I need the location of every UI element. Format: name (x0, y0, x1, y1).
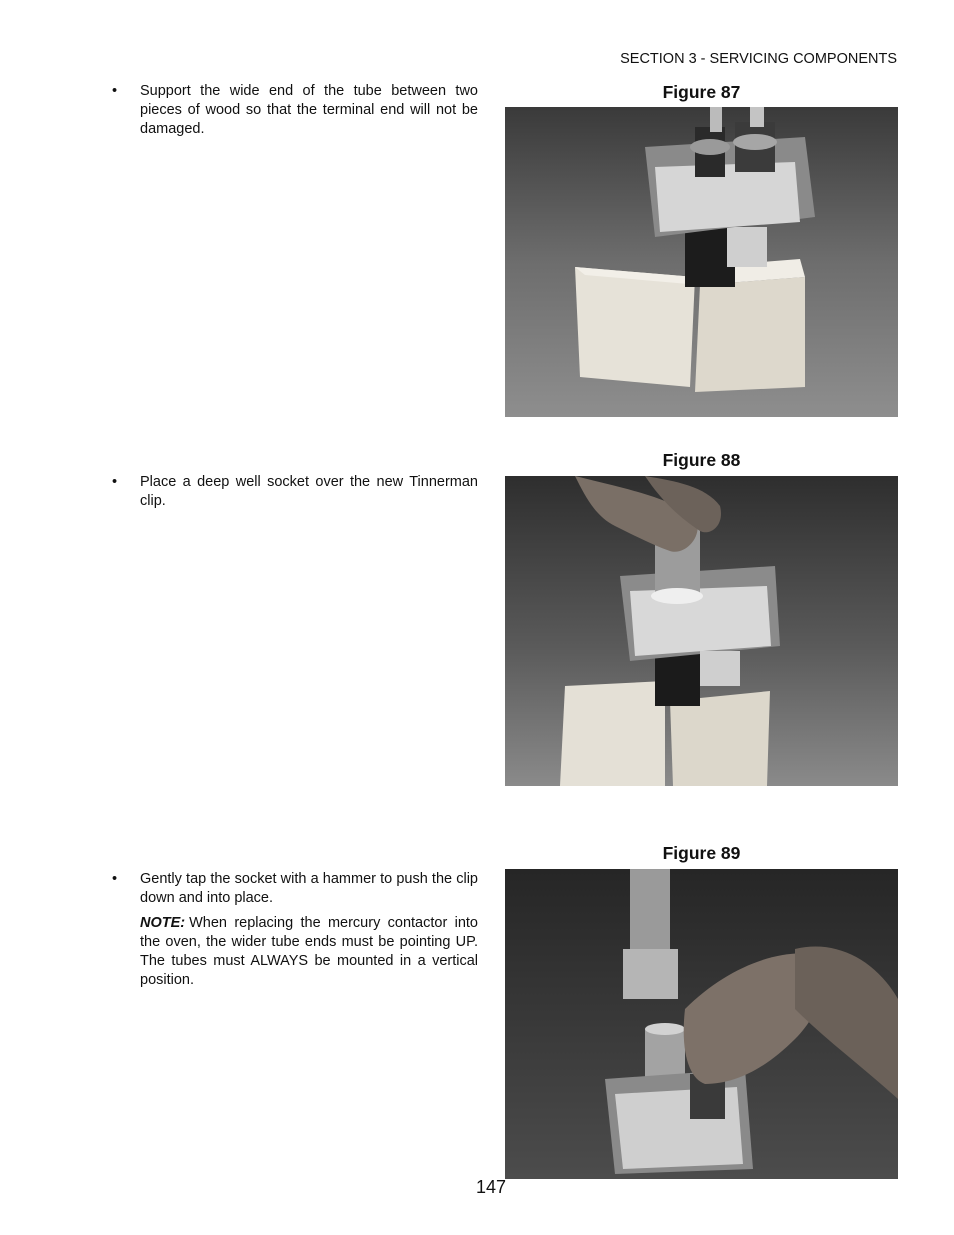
page-number: 147 (475, 1177, 507, 1197)
instruction-step-1 (112, 82, 478, 139)
note-text: When replacing the mercury contactor into the oven, the wider tube ends must be pointing UP. The tubes must ALWAYS be mounted in a vertical position. (140, 915, 478, 988)
instruction-text: Support the wide end of the tube between two pieces of wood so that the terminal end will not be damaged. (140, 83, 478, 137)
section-header: SECTION 3 - SERVICING COMPONENTS (620, 51, 897, 67)
bullet-marker: • (112, 871, 118, 887)
instruction-step-2 (112, 473, 478, 511)
instruction-text: Place a deep well socket over the new Tinnerman clip. (140, 474, 478, 509)
figure-87-title: Figure 87 (662, 82, 741, 102)
note-label: NOTE: (140, 915, 186, 931)
figure-88-photo (505, 476, 898, 786)
bullet-marker: • (112, 83, 118, 99)
note-block (140, 914, 478, 990)
figure-89-photo (505, 869, 898, 1179)
instruction-text: Gently tap the socket with a hammer to push the clip down and into place. (140, 871, 478, 906)
instruction-step-3 (112, 870, 478, 990)
figure-89-title: Figure 89 (662, 843, 741, 863)
figure-87-photo (505, 107, 898, 417)
figure-88-title: Figure 88 (662, 450, 741, 470)
bullet-marker: • (112, 474, 118, 490)
